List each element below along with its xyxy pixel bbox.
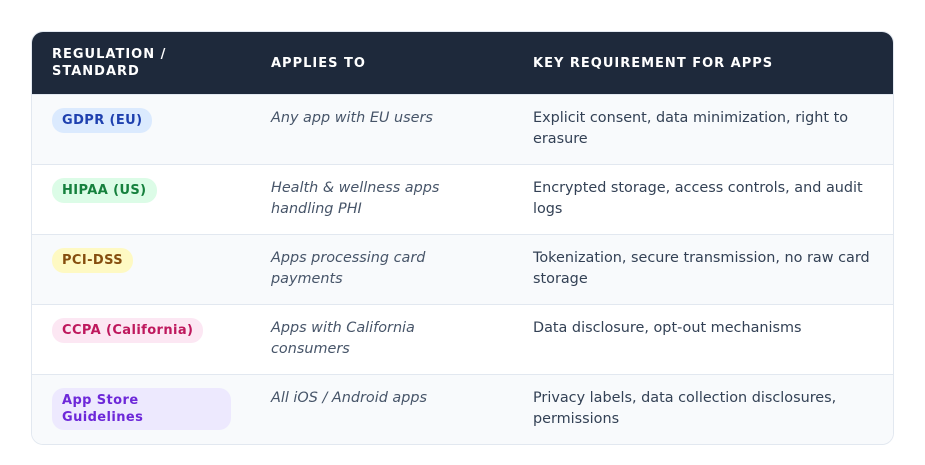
regulation-badge: PCI-DSS: [52, 248, 133, 273]
table-header: [32, 32, 893, 94]
applies-to-cell: Apps processing card payments: [271, 250, 426, 287]
key-requirement-cell: Privacy labels, data collection disclosures, permissions: [533, 390, 837, 427]
applies-to-cell: Health & wellness apps handling PHI: [271, 180, 440, 217]
key-requirement-cell: Data disclosure, opt-out mechanisms: [533, 320, 802, 336]
table-row: [32, 94, 893, 164]
regulation-badge: App Store Guidelines: [52, 388, 231, 430]
applies-to-cell: All iOS / Android apps: [271, 390, 427, 406]
regulations-table: [31, 31, 894, 445]
regulation-badge: GDPR (EU): [52, 108, 152, 133]
regulation-badge: CCPA (California): [52, 318, 203, 343]
table-row: [32, 234, 893, 304]
key-requirement-cell: Explicit consent, data minimization, right to erasure: [533, 110, 849, 147]
key-requirement-cell: Encrypted storage, access controls, and audit logs: [533, 180, 863, 217]
applies-to-cell: Apps with California consumers: [271, 320, 415, 357]
applies-to-cell: Any app with EU users: [271, 110, 433, 126]
key-requirement-cell: Tokenization, secure transmission, no raw card storage: [533, 250, 870, 287]
table-row: [32, 304, 893, 374]
regulation-badge: HIPAA (US): [52, 178, 157, 203]
header-applies-to: APPLIES TO: [271, 55, 366, 71]
table-row: [32, 374, 893, 444]
table-row: [32, 164, 893, 234]
header-key-requirement: KEY REQUIREMENT FOR APPS: [533, 55, 774, 71]
header-regulation: REGULATION / STANDARD: [52, 47, 167, 79]
